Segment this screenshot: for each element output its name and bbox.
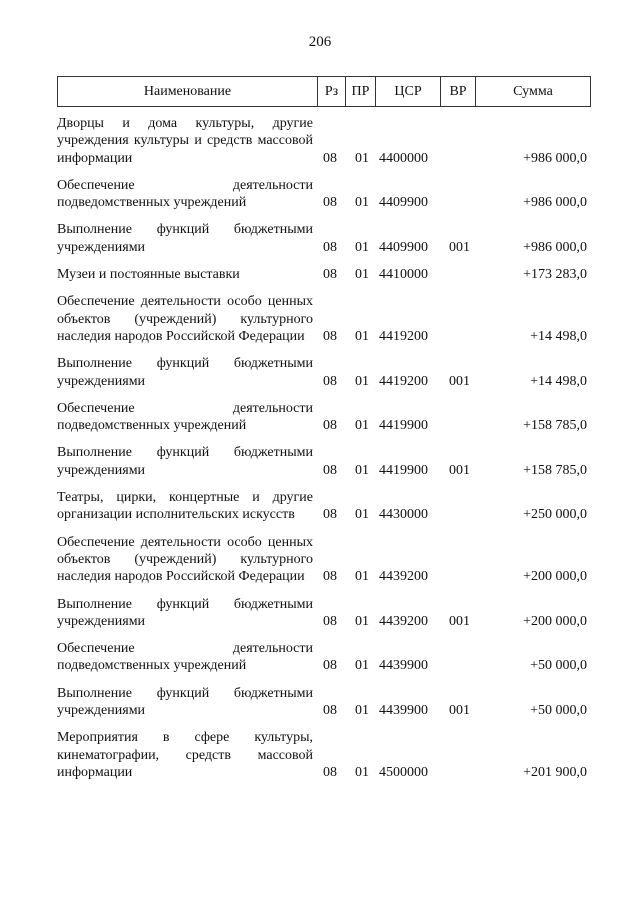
cell-sum: +158 785,0 <box>523 462 587 478</box>
cell-rz: 08 <box>323 764 337 780</box>
cell-csr: 4419900 <box>379 462 428 478</box>
cell-pr: 01 <box>355 239 369 255</box>
cell-name: Выполнение функций бюджетными учреждениями <box>57 685 313 719</box>
cell-sum: +986 000,0 <box>523 150 587 166</box>
cell-sum: +200 000,0 <box>523 613 587 629</box>
cell-name: Обеспечение деятельности особо ценных объектов (учреждений) культурного наследия народов Российской Федерации <box>57 294 313 344</box>
cell-rz: 08 <box>323 418 337 434</box>
cell-pr: 01 <box>355 373 369 389</box>
header-vr: ВР <box>441 77 476 106</box>
cell-csr: 4439200 <box>379 569 428 585</box>
cell-rz: 08 <box>323 328 337 344</box>
cell-pr: 01 <box>355 658 369 674</box>
table-row <box>57 640 591 675</box>
cell-name: Музеи и постоянные выставки <box>57 267 240 283</box>
cell-sum: +986 000,0 <box>523 195 587 211</box>
cell-sum: +50 000,0 <box>530 658 587 674</box>
header-rz: Рз <box>318 77 346 106</box>
table-row <box>57 534 591 586</box>
cell-vr: 001 <box>449 703 470 719</box>
header-csr: ЦСР <box>376 77 441 106</box>
cell-name: Театры, цирки, концертные и другие организации исполнительских искусств <box>57 490 313 523</box>
cell-name: Обеспечение деятельности особо ценных объектов (учреждений) культурного наследия народов Российской Федерации <box>57 534 313 585</box>
cell-pr: 01 <box>355 569 369 585</box>
cell-sum: +201 900,0 <box>523 764 587 780</box>
cell-name: Выполнение функций бюджетными учреждениями <box>57 356 313 389</box>
table-row <box>57 685 591 720</box>
table-row <box>57 596 591 631</box>
cell-rz: 08 <box>323 613 337 629</box>
table-row <box>57 293 591 345</box>
cell-csr: 4400000 <box>379 150 428 166</box>
cell-csr: 4409900 <box>379 195 428 211</box>
header-pr: ПР <box>346 77 376 106</box>
cell-rz: 08 <box>323 239 337 255</box>
cell-pr: 01 <box>355 613 369 629</box>
cell-csr: 4439900 <box>379 703 428 719</box>
cell-csr: 4430000 <box>379 507 428 523</box>
cell-sum: +250 000,0 <box>523 507 587 523</box>
cell-sum: +14 498,0 <box>530 328 587 344</box>
cell-rz: 08 <box>323 373 337 389</box>
table-header <box>57 76 591 107</box>
cell-csr: 4419200 <box>379 328 428 344</box>
cell-csr: 4409900 <box>379 239 428 255</box>
table-row <box>57 355 591 390</box>
cell-csr: 4500000 <box>379 764 428 780</box>
cell-pr: 01 <box>355 507 369 523</box>
cell-pr: 01 <box>355 328 369 344</box>
cell-name: Мероприятия в сфере культуры, кинематографии, средств массовой информации <box>57 730 313 780</box>
cell-vr: 001 <box>449 462 470 478</box>
table-row <box>57 729 591 781</box>
table-row <box>57 177 591 212</box>
cell-rz: 08 <box>323 195 337 211</box>
cell-rz: 08 <box>323 462 337 478</box>
cell-name: Обеспечение деятельности подведомственных учреждений <box>57 641 313 674</box>
cell-csr: 4419900 <box>379 418 428 434</box>
cell-name: Выполнение функций бюджетными учреждениями <box>57 596 313 629</box>
cell-csr: 4410000 <box>379 267 428 283</box>
table-row <box>57 115 591 167</box>
cell-name: Дворцы и дома культуры, другие учреждения культуры и средств массовой информации <box>57 116 313 166</box>
table-row <box>57 489 591 524</box>
cell-pr: 01 <box>355 418 369 434</box>
table-row <box>57 221 591 256</box>
header-name: Наименование <box>58 77 318 106</box>
page-number: 206 <box>308 34 332 50</box>
cell-pr: 01 <box>355 195 369 211</box>
cell-pr: 01 <box>355 150 369 166</box>
cell-name: Обеспечение деятельности подведомственных учреждений <box>57 177 313 211</box>
header-sum: Сумма <box>513 83 553 99</box>
table-body <box>57 115 591 791</box>
cell-sum: +173 283,0 <box>523 267 587 283</box>
cell-rz: 08 <box>323 267 337 283</box>
cell-rz: 08 <box>323 150 337 166</box>
cell-name: Обеспечение деятельности подведомственных учреждений <box>57 400 313 434</box>
cell-name: Выполнение функций бюджетными учреждениями <box>57 222 313 255</box>
cell-rz: 08 <box>323 569 337 585</box>
cell-rz: 08 <box>323 507 337 523</box>
cell-vr: 001 <box>449 613 470 629</box>
cell-pr: 01 <box>355 703 369 719</box>
table-row <box>57 400 591 435</box>
cell-csr: 4439200 <box>379 613 428 629</box>
cell-sum: +158 785,0 <box>523 418 587 434</box>
cell-rz: 08 <box>323 658 337 674</box>
cell-csr: 4419200 <box>379 373 428 389</box>
cell-sum: +14 498,0 <box>530 373 587 389</box>
cell-name: Выполнение функций бюджетными учреждениями <box>57 445 313 478</box>
table-row <box>57 444 591 479</box>
cell-csr: 4439900 <box>379 658 428 674</box>
cell-vr: 001 <box>449 239 470 255</box>
cell-pr: 01 <box>355 764 369 780</box>
cell-rz: 08 <box>323 703 337 719</box>
cell-sum: +986 000,0 <box>523 239 587 255</box>
cell-sum: +50 000,0 <box>530 703 587 719</box>
cell-pr: 01 <box>355 462 369 478</box>
cell-pr: 01 <box>355 267 369 283</box>
cell-vr: 001 <box>449 373 470 389</box>
cell-sum: +200 000,0 <box>523 569 587 585</box>
table-row <box>57 266 591 283</box>
